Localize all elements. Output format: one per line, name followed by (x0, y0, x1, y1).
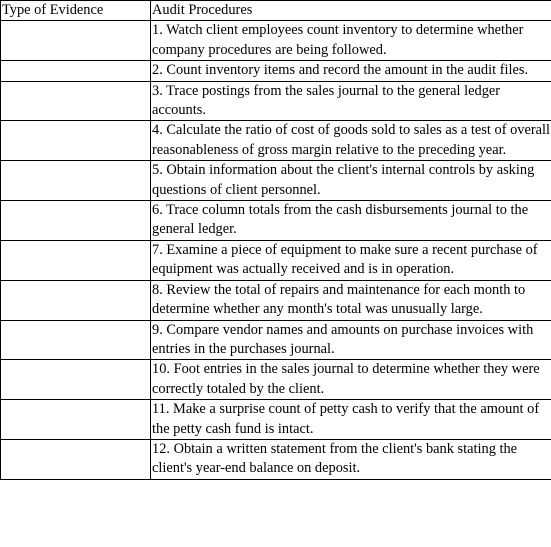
procedure-cell: 10. Foot entries in the sales journal to determine whether they were correctly totaled by the client. (151, 360, 551, 400)
evidence-type-cell (1, 400, 151, 440)
evidence-type-cell (1, 81, 151, 121)
evidence-type-cell (1, 280, 151, 320)
table-row (1, 61, 551, 81)
table-row (1, 161, 551, 201)
table-row (1, 320, 551, 360)
table-row (1, 240, 551, 280)
table-row (1, 360, 551, 400)
table-row (1, 121, 551, 161)
procedure-cell: 9. Compare vendor names and amounts on purchase invoices with entries in the purchases journal. (151, 320, 551, 360)
evidence-type-cell (1, 201, 151, 241)
evidence-type-cell (1, 21, 151, 61)
table-row (1, 81, 551, 121)
procedure-cell: 5. Obtain information about the client's internal controls by asking questions of client personnel. (151, 161, 551, 201)
evidence-type-cell (1, 161, 151, 201)
procedure-cell: 4. Calculate the ratio of cost of goods sold to sales as a test of overall reasonableness of gross margin relative to the preceding year. (151, 121, 551, 161)
procedure-cell: 7. Examine a piece of equipment to make sure a recent purchase of equipment was actually received and is in operation. (151, 240, 551, 280)
table-row (1, 21, 551, 61)
procedure-cell: 1. Watch client employees count inventory to determine whether company procedures are being followed. (151, 21, 551, 61)
procedure-cell: 8. Review the total of repairs and maintenance for each month to determine whether any month's total was unusually large. (151, 280, 551, 320)
evidence-type-cell (1, 439, 151, 479)
procedure-cell: 11. Make a surprise count of petty cash to verify that the amount of the petty cash fund is intact. (151, 400, 551, 440)
evidence-type-cell (1, 360, 151, 400)
table-row (1, 280, 551, 320)
procedure-cell: 12. Obtain a written statement from the client's bank stating the client's year-end balance on deposit. (151, 439, 551, 479)
header-type-of-evidence: Type of Evidence (1, 1, 151, 21)
table-row (1, 400, 551, 440)
procedure-cell: 6. Trace column totals from the cash disbursements journal to the general ledger. (151, 201, 551, 241)
evidence-type-cell (1, 121, 151, 161)
header-audit-procedures: Audit Procedures (151, 1, 551, 21)
table-row (1, 439, 551, 479)
procedure-cell: 2. Count inventory items and record the amount in the audit files. (151, 61, 551, 81)
table-header-row (1, 1, 551, 21)
procedure-cell: 3. Trace postings from the sales journal to the general ledger accounts. (151, 81, 551, 121)
evidence-type-cell (1, 240, 151, 280)
table-row (1, 201, 551, 241)
evidence-type-cell (1, 320, 151, 360)
evidence-type-cell (1, 61, 151, 81)
